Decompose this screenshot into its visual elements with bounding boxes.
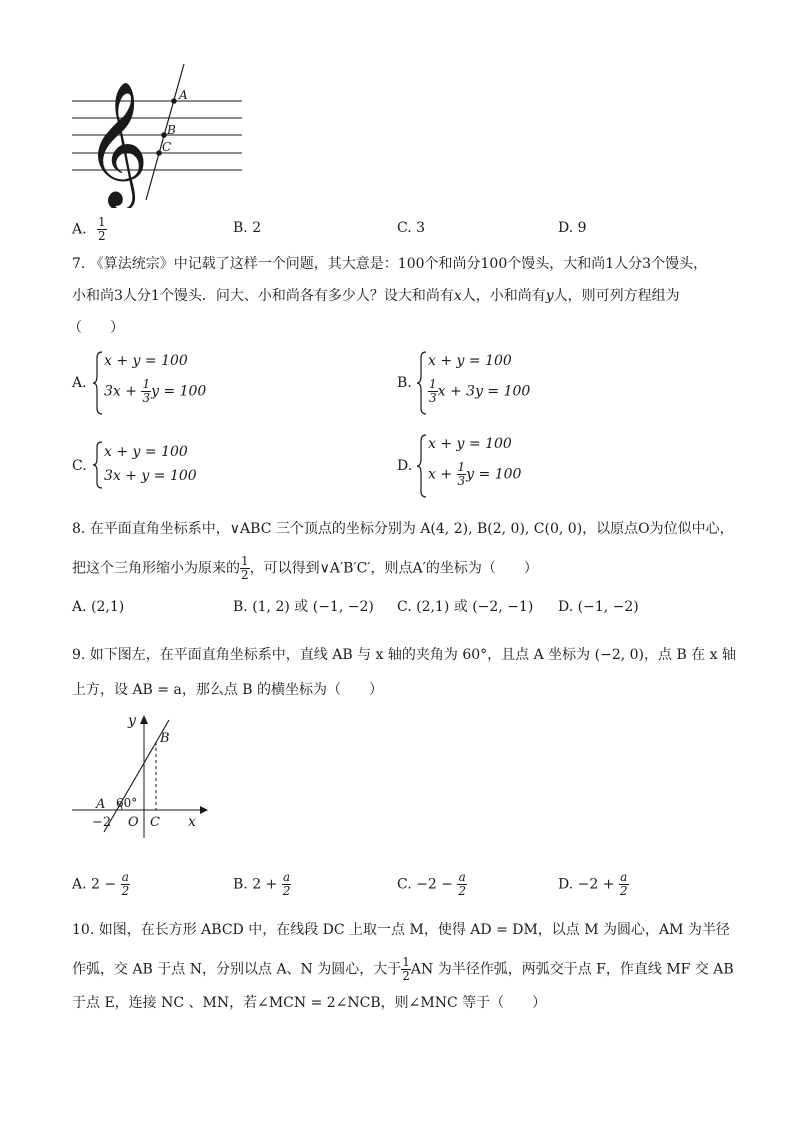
coordinate-figure [66,712,216,844]
q7-option-c-label: C. [72,458,87,474]
q10-line-2: 作弧，交 AB 于点 N，分别以点 A、N 为圆心，大于 $\frac{1}{2}$ AN 为半径作弧，两弧交于点 F，作直线 MF 交 AB [72,955,734,983]
q9-line-1: 9. 如下图左，在平面直角坐标系中，直线 AB 与 x 轴的夹角为 60°，且点 A 坐标为 (−2, 0)，点 B 在 x 轴 [72,647,736,663]
fig-c-label: C [150,815,160,830]
q7-option-d-label: D. [397,458,413,474]
x-arrow-icon [200,806,208,814]
point-b [161,132,167,138]
fig-y-label: y [128,713,136,729]
q8-option-a: A. (2,1) [72,599,125,615]
fig-b-label: B [160,731,170,746]
fig-x-label: x [188,814,196,830]
q7-b-eq1: x + y = 100 [428,353,512,369]
q8-option-c: C. (2,1) 或 (−2, −1) [397,599,534,615]
point-a [171,98,177,104]
q6-option-d: D. 9 [558,220,587,236]
fraction: $\frac{1}{2}$ [98,215,106,243]
q7-line-1: 7. 《算法统宗》中记载了这样一个问题，其大意是：100个和尚分100个馒头，大和尚1人分3个馒头， [72,256,708,272]
q7-d-eq1: x + y = 100 [428,436,512,452]
fig-neg2-label: −2 [92,815,112,830]
q9-option-d: D. −2 + $\frac{a}{2}$ [558,870,628,898]
brace-icon [416,350,428,416]
q7-line-2: 小和尚3人分1个馒头．问大、小和尚各有多少人？设大和尚有x人，小和尚有y人，则可列方程组为 [72,288,680,304]
fig-o-label: O [128,815,139,830]
q8-option-b: B. (1, 2) 或 (−1, −2) [233,599,374,615]
staff-figure [60,58,260,208]
q7-option-b-label: B. [397,375,412,391]
q8-option-d: D. (−1, −2) [558,599,639,615]
q6-option-b: B. 2 [233,220,262,236]
q10-line-3: 于点 E，连接 NC 、MN，若∠MCN = 2∠NCB，则∠MNC 等于（ ） [72,995,547,1011]
treble-clef-icon: 𝄞 [85,81,149,206]
transversal-line [146,64,184,200]
q7-b-eq2: $\frac{1}{3}$ x + 3y = 100 [429,377,531,405]
q8-line-1: 8. 在平面直角坐标系中，∨ABC 三个顶点的坐标分别为 A(4, 2), B(2, 0), C(0, 0)，以原点O为位似中心， [72,521,734,537]
fig-a-label: A [96,797,106,812]
q9-option-a: A. 2 − $\frac{a}{2}$ [72,870,130,898]
q7-option-a-label: A. [72,375,87,391]
q7-c-eq2: 3x + y = 100 [104,468,197,484]
y-arrow-icon [140,715,148,724]
q7-answer-paren: （ ） [68,320,124,336]
q7-c-eq1: x + y = 100 [104,444,188,460]
label-b: B [167,123,176,137]
option-label: A. [72,221,87,238]
q7-d-eq2: x + $\frac{1}{3}$ y = 100 [428,460,522,488]
fig-angle-label: 60° [116,796,138,810]
q10-line-1: 10. 如图，在长方形 ABCD 中，在线段 DC 上取一点 M，使得 AD = DM，以点 M 为圆心，AM 为半径 [72,922,730,938]
q6-option-c: C. 3 [397,220,426,236]
label-c: C [162,140,172,154]
q6-option-a [72,216,107,243]
q9-option-b: B. 2 + $\frac{a}{2}$ [233,870,291,898]
label-a: A [179,88,188,102]
q7-a-eq1: x + y = 100 [104,353,188,369]
brace-icon [92,440,104,490]
q7-a-eq2: 3x + $\frac{1}{3}$ y = 100 [104,377,207,405]
q9-line-2: 上方，设 AB = a，那么点 B 的横坐标为（ ） [72,682,384,698]
point-c [156,150,162,156]
brace-icon [92,350,104,416]
q9-option-c: C. −2 − $\frac{a}{2}$ [397,870,467,898]
brace-icon [416,433,428,499]
q8-line-2: 把这个三角形缩小为原来的 $\frac{1}{2}$ ，可以得到∨A′B′C′，则点A′的坐标为（ ） [72,554,538,582]
